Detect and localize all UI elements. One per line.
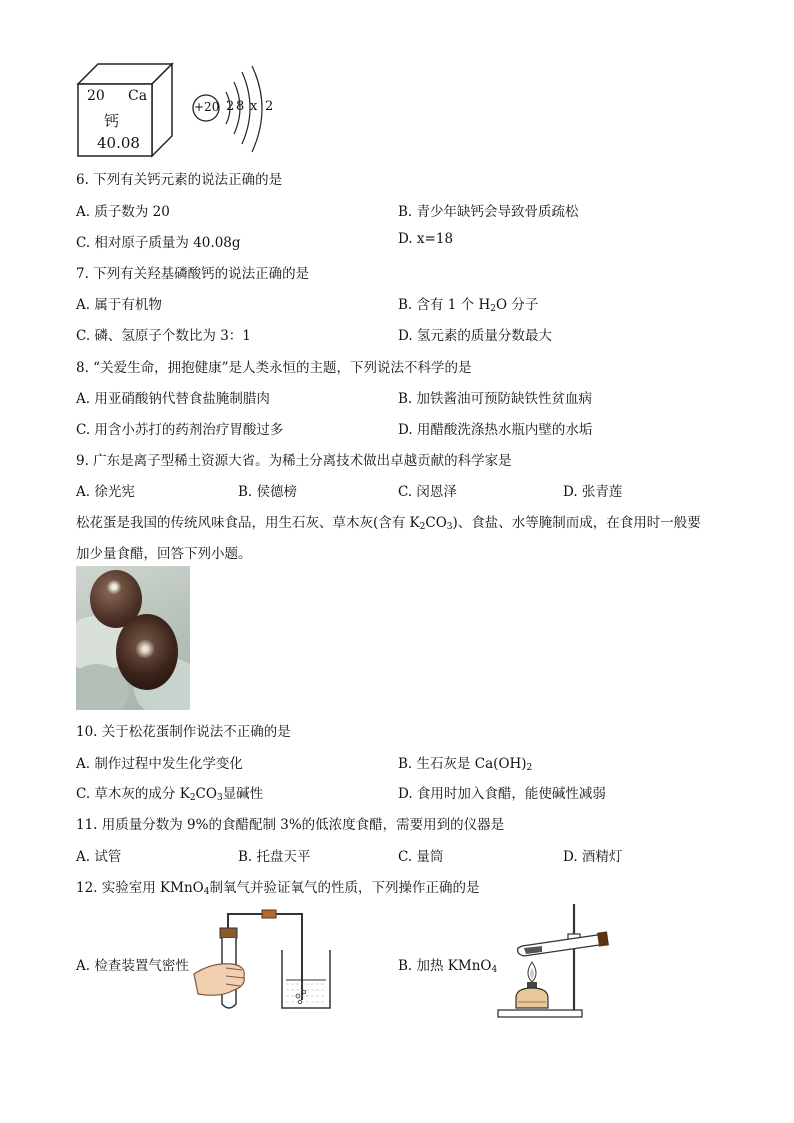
q10-option-d: D. 食用时加入食醋，能使碱性减弱 — [398, 786, 606, 802]
q12-option-b: B. 加热 KMnO$_4$ — [398, 958, 498, 975]
q7-option-c: C. 磷、氢原子个数比为 3：1 — [76, 328, 251, 344]
heating-kmno4-apparatus — [494, 902, 624, 1020]
nucleus-charge: +20 — [194, 100, 220, 114]
q10-stem: 10. 关于松花蛋制作说法不正确的是 — [76, 724, 291, 740]
q6-option-b: B. 青少年缺钙会导致骨质疏松 — [398, 204, 579, 220]
q7-option-d: D. 氢元素的质量分数最大 — [398, 328, 552, 344]
q8-option-d: D. 用醋酸洗涤热水瓶内壁的水垢 — [398, 422, 593, 438]
q9-option-a: A. 徐光宪 — [76, 484, 135, 500]
q6-option-d: D. x=18 — [398, 231, 454, 247]
q6-stem: 6. 下列有关钙元素的说法正确的是 — [76, 172, 283, 188]
q9-stem: 9. 广东是离子型稀土资源大省。为稀土分离技术做出卓越贡献的科学家是 — [76, 453, 512, 469]
q11-option-d: D. 酒精灯 — [563, 849, 623, 865]
q8-option-a: A. 用亚硝酸钠代替食盐腌制腊肉 — [76, 391, 270, 407]
q9-option-c: C. 闵恩泽 — [398, 484, 457, 500]
passage-line-2: 加少量食醋，回答下列小题。 — [76, 546, 252, 562]
q8-option-c: C. 用含小苏打的药剂治疗胃酸过多 — [76, 422, 284, 438]
shell-4-count: 2 — [265, 99, 274, 114]
shell-3-count: x — [250, 99, 258, 114]
shell-1-count: 2 — [226, 99, 235, 114]
q9-option-d: D. 张青莲 — [563, 484, 623, 500]
passage-line-1: 松花蛋是我国的传统风味食品，用生石灰、草木灰(含有 $K_2CO_3$)、食盐、水等腌制而成，在食用时一般要 — [76, 515, 701, 532]
q6-option-a: A. 质子数为 20 — [76, 204, 170, 220]
element-number: 20 — [87, 88, 105, 104]
q7-stem: 7. 下列有关羟基磷酸钙的说法正确的是 — [76, 266, 310, 282]
q8-option-b: B. 加铁酱油可预防缺铁性贫血病 — [398, 391, 593, 407]
q8-stem: 8. “关爱生命，拥抱健康”是人类永恒的主题，下列说法不科学的是 — [76, 360, 472, 376]
q11-option-a: A. 试管 — [76, 849, 122, 865]
q9-option-b: B. 侯德榜 — [238, 484, 298, 500]
q11-option-b: B. 托盘天平 — [238, 849, 311, 865]
airtightness-check-apparatus — [190, 906, 340, 1012]
q10-option-a: A. 制作过程中发生化学变化 — [76, 756, 243, 772]
preserved-egg-photo — [76, 566, 190, 710]
q12-option-a: A. 检查装置气密性 — [76, 958, 189, 974]
q7-option-a: A. 属于有机物 — [76, 297, 162, 313]
q12-stem: 12. 实验室用 KMnO$_4$制氧气并验证氧气的性质，下列操作正确的是 — [76, 880, 480, 897]
shell-2-count: 8 — [236, 99, 245, 114]
q10-option-c: C. 草木灰的成分 $K_2CO_3$显碱性 — [76, 786, 264, 803]
element-mass: 40.08 — [97, 134, 140, 152]
q7-option-b: B. 含有 1 个 $H_2O$ 分子 — [398, 297, 539, 314]
q10-option-b: B. 生石灰是 $Ca(OH)_2$ — [398, 756, 533, 773]
q11-stem: 11. 用质量分数为 9%的食醋配制 3%的低浓度食醋，需要用到的仪器是 — [76, 817, 505, 833]
element-name: 钙 — [104, 112, 120, 130]
element-symbol: Ca — [128, 88, 148, 104]
q6-option-c: C. 相对原子质量为 40.08g — [76, 235, 241, 251]
q11-option-c: C. 量筒 — [398, 849, 444, 865]
